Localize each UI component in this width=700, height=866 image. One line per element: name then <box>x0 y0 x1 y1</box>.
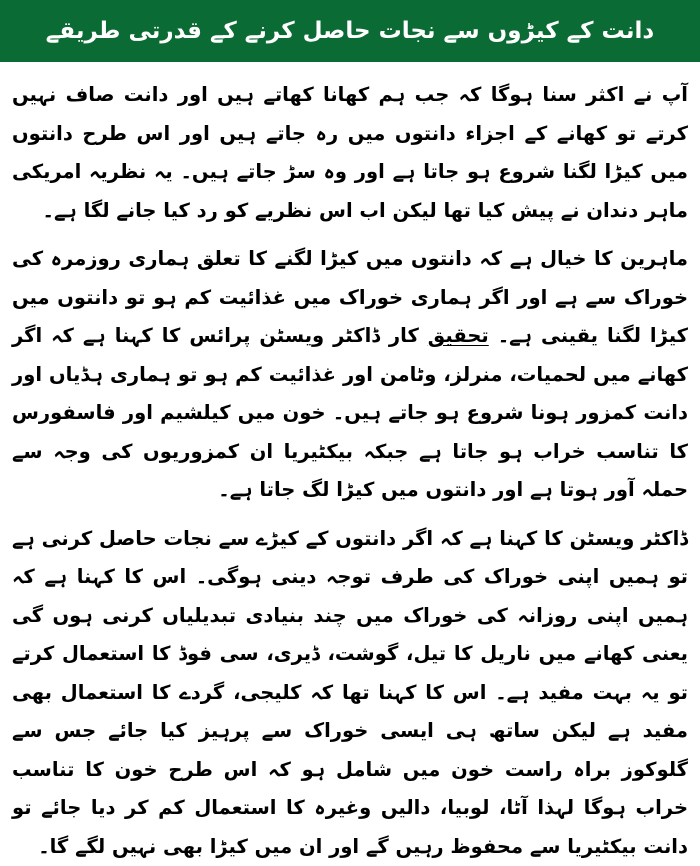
article-body <box>0 62 700 866</box>
paragraph-1: آپ نے اکثر سنا ہوگا کہ جب ہم کھانا کھاتے ہیں اور دانت صاف نہیں کرتے تو کھانے کے اجزاء دانتوں میں رہ جاتے ہیں اور اس طرح دانتوں میں کیڑا لگنا شروع ہو جاتا ہے اور وہ سڑ جاتے ہیں۔ یہ نظریہ امریکی ماہر دندان نے پیش کیا تھا لیکن اب اس نظریے کو رد کیا جانے لگا ہے۔ <box>12 76 688 230</box>
paragraph-2-start: ماہرین کا خیال ہے کہ دانتوں میں کیڑا لگنے کا تعلق ہماری روزمرہ کی خوراک سے ہے اور اگر ہماری خوراک میں غذائیت کم ہو تو دانتوں میں کیڑا لگنا یقینی ہے۔ <box>12 247 688 347</box>
underlined-word: تحقیق <box>428 324 489 347</box>
paragraph-2 <box>12 240 688 510</box>
title-banner <box>0 0 700 62</box>
article-title: دانت کے کیڑوں سے نجات حاصل کرنے کے قدرتی طریقے <box>46 18 654 44</box>
paragraph-2-end: کار ڈاکٹر ویسٹن پرائس کا کہنا ہے کہ اگر کھانے میں لحمیات، منرلز، وٹامن اور غذائیت کم ہو تو ہماری ہڈیاں اور دانت کمزور ہونا شروع ہو جاتے ہیں۔ خون میں کیلشیم اور فاسفورس کا تناسب خراب ہو جاتا ہے جبکہ بیکٹیریا ان کمزوریوں کی وجہ سے حملہ آور ہوتا ہے اور دانتوں میں کیڑا لگ جاتا ہے۔ <box>12 324 688 501</box>
paragraph-3: ڈاکٹر ویسٹن کا کہنا ہے کہ اگر دانتوں کے کیڑے سے نجات حاصل کرنی ہے تو ہمیں اپنی خوراک کی طرف توجہ دینی ہوگی۔ اس کا کہنا ہے کہ ہمیں اپنی روزانہ کی خوراک میں چند بنیادی تبدیلیاں کرنی ہوں گی یعنی کھانے میں ناریل کا تیل، گوشت، ڈیری، سی فوڈ کا استعمال کرتے تو یہ بہت مفید ہے۔ اس کا کہنا تھا کہ کلیجی، گردے کا استعمال بھی مفید ہے لیکن ساتھ ہی ایسی خوراک سے پرہیز کیا جائے جس سے گلوکوز براہ راست خون میں شامل ہو کہ اس طرح خون کا تناسب خراب ہوگا لہذا آٹا، لوبیا، دالیں وغیرہ کا استعمال کم کر دیا جائے تو دانت بیکٹیریا سے محفوظ رہیں گے اور ان میں کیڑا بھی نہیں لگے گا۔ <box>12 520 688 866</box>
